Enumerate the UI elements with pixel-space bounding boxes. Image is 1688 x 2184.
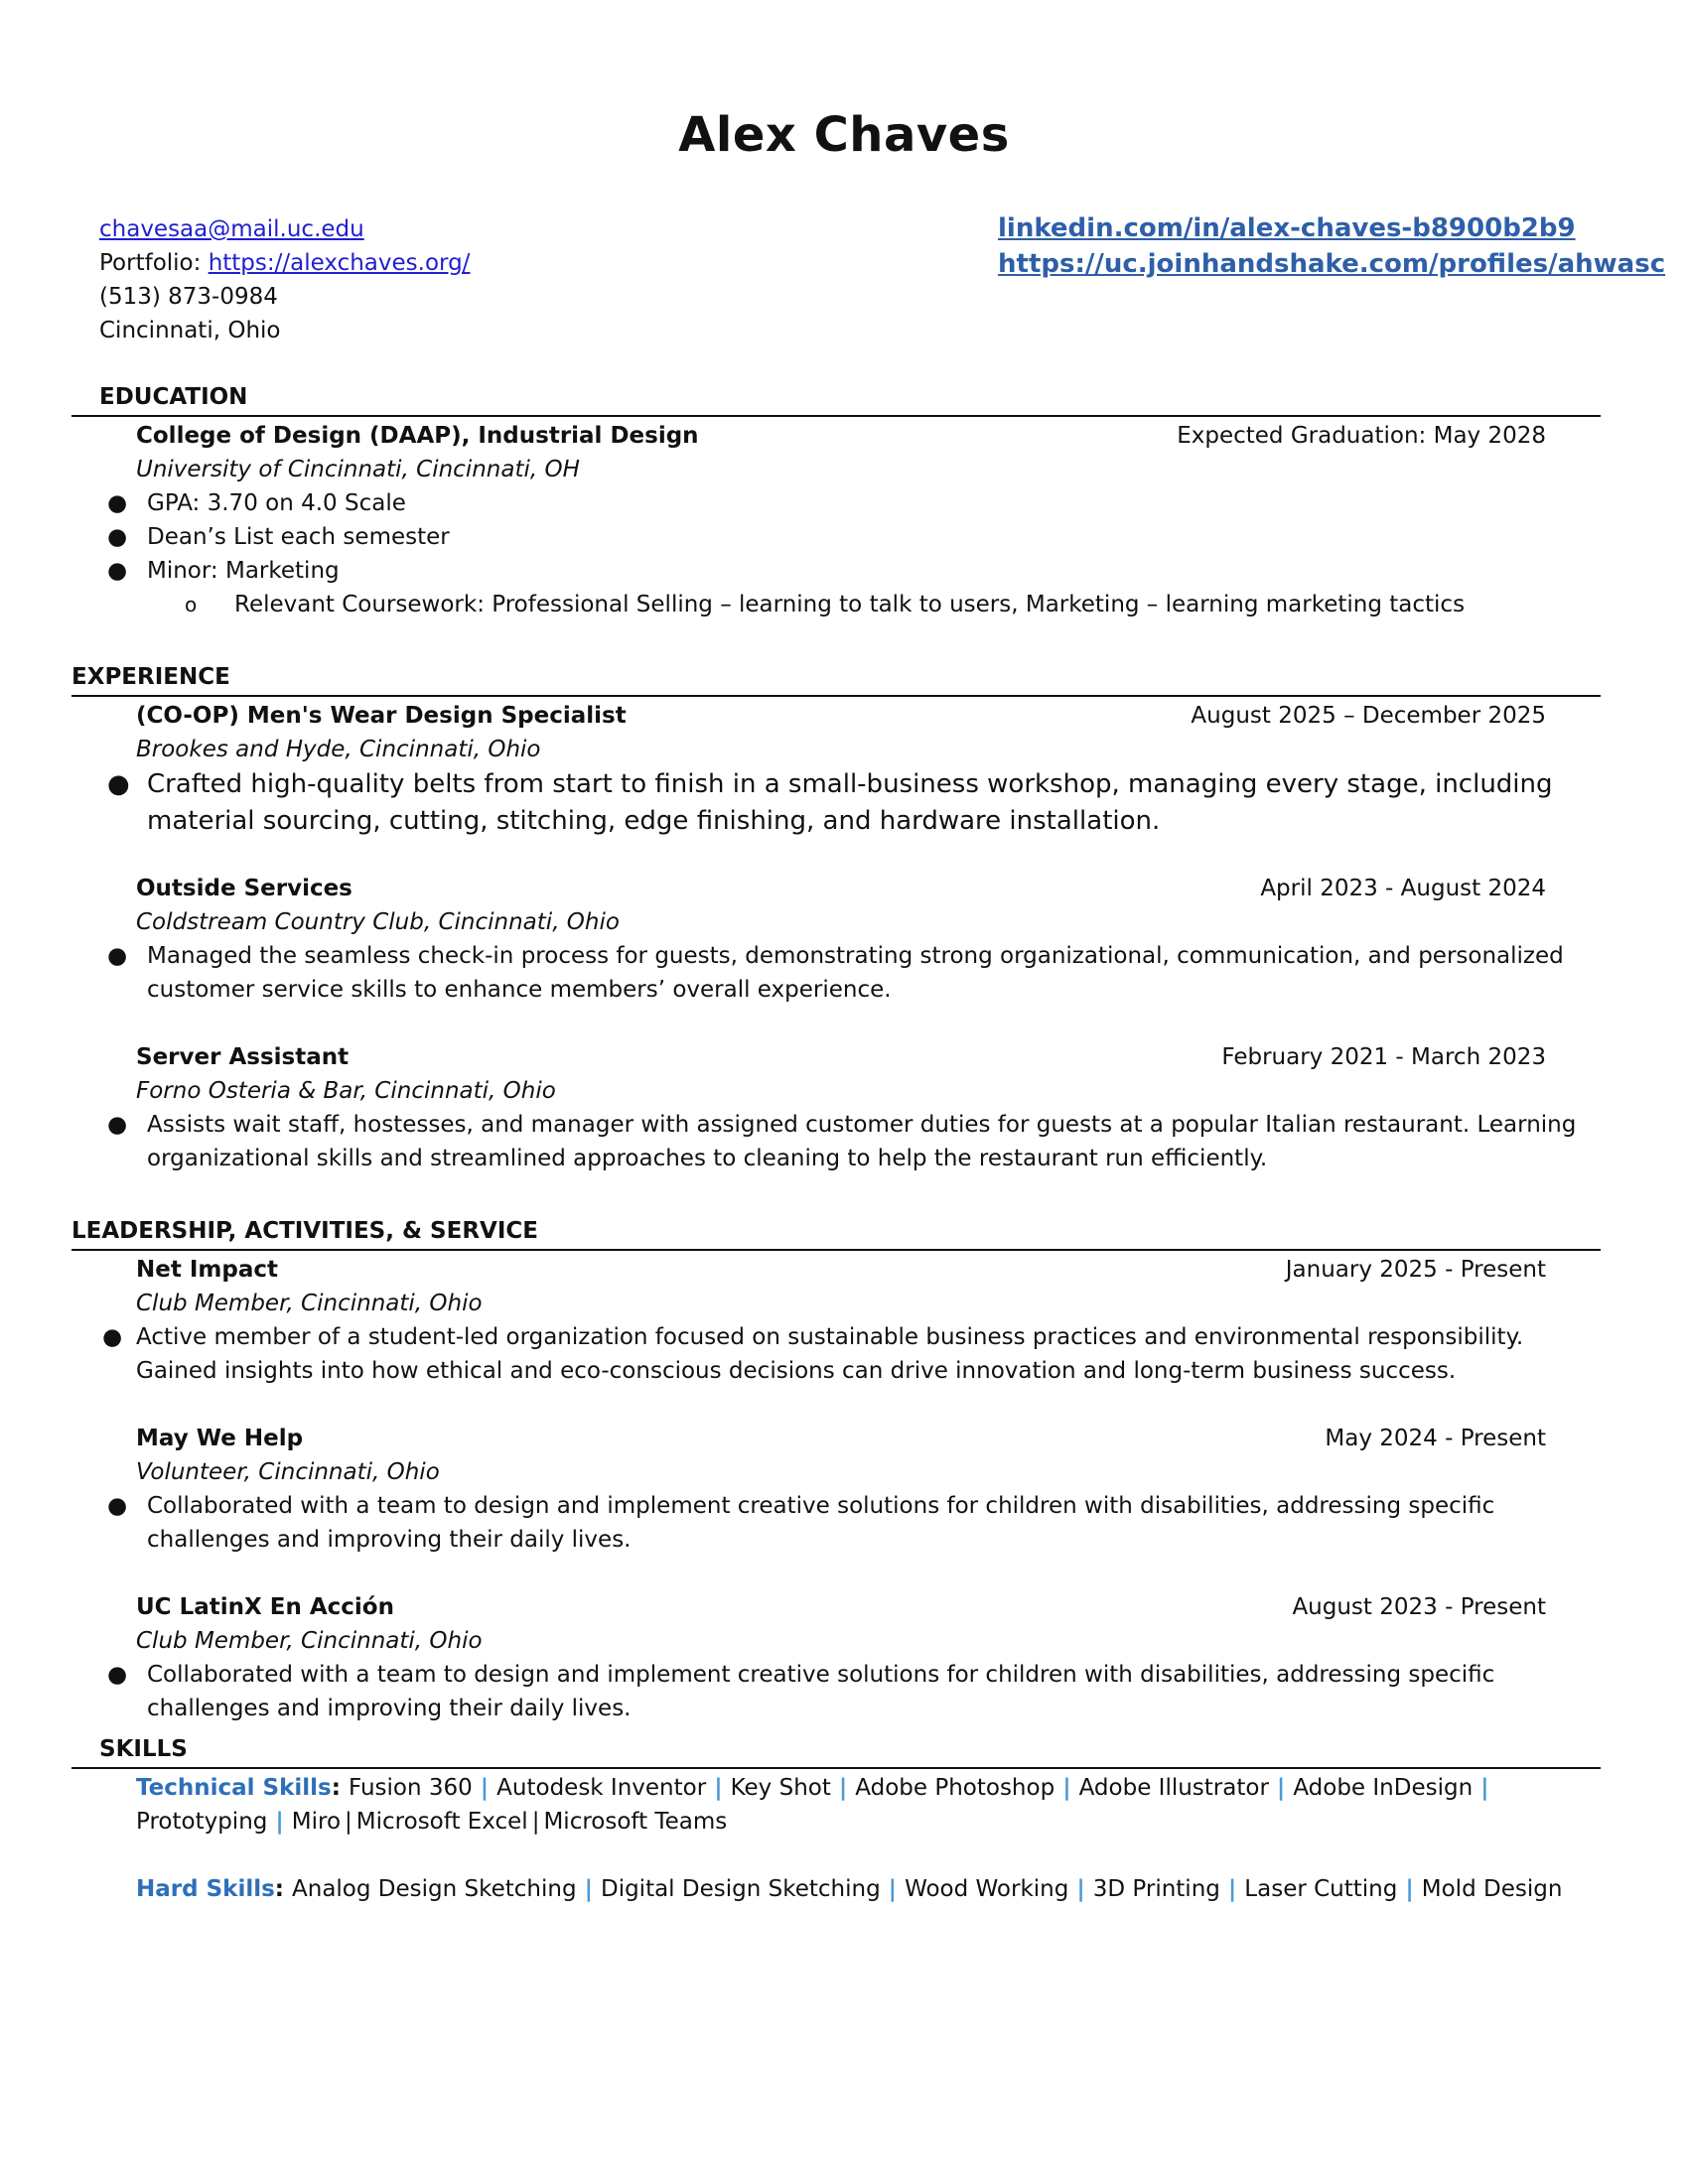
portfolio-link[interactable]: https://alexchaves.org/ (208, 250, 471, 276)
entry-subtitle: Forno Osteria & Bar, Cincinnati, Ohio (136, 1078, 556, 1104)
education-entry (71, 419, 1546, 486)
list-item: ● Dean’s List each semester (107, 524, 450, 550)
list-item: ● Minor: Marketing (107, 558, 340, 584)
hard-skills-label: Hard Skills (136, 1876, 275, 1902)
skills-heading: SKILLS (71, 1735, 1601, 1769)
entry-subtitle: Club Member, Cincinnati, Ohio (136, 1291, 483, 1316)
experience-entry (71, 872, 1546, 939)
list-item: ● GPA: 3.70 on 4.0 Scale (107, 490, 406, 516)
entry-title: Net Impact (136, 1257, 278, 1283)
entry-bullets (71, 1489, 1601, 1557)
entry-date: April 2023 - August 2024 (1260, 876, 1546, 901)
experience-entry (71, 699, 1546, 766)
contact-left (99, 212, 470, 347)
list-item: ● Assists wait staff, hostesses, and manager with assigned customer duties for guests at a popular Italian restaurant. Learning organizational skills and streamlined approaches to cleaning to help the restaurant run efficiently. (107, 1112, 1577, 1171)
skills-section (71, 1735, 1601, 1906)
experience-entry (71, 1040, 1546, 1108)
entry-bullets (71, 1320, 1601, 1388)
list-item: ● Collaborated with a team to design and implement creative solutions for children with disabilities, addressing specific challenges and improving their daily lives. (107, 1662, 1495, 1721)
list-item: ● Managed the seamless check-in process for guests, demonstrating strong organizational, communication, and personalized customer service skills to enhance members’ overall experience. (107, 943, 1564, 1003)
entry-bullets (71, 1108, 1601, 1175)
entry-subtitle: Volunteer, Cincinnati, Ohio (136, 1459, 440, 1485)
hard-skills: Hard Skills: Analog Design Sketching | Digital Design Sketching | Wood Working | 3D Printing | Laser Cutting | Mold Design (136, 1876, 1563, 1902)
leadership-heading: LEADERSHIP, ACTIVITIES, & SERVICE (71, 1217, 1601, 1251)
location: Cincinnati, Ohio (99, 318, 281, 343)
experience-section (71, 663, 1601, 1175)
entry-title: UC LatinX En Acción (136, 1594, 394, 1620)
contact-right (998, 210, 1665, 282)
handshake-link[interactable]: https://uc.joinhandshake.com/profiles/ahwasc (998, 249, 1666, 279)
leadership-entry (71, 1422, 1546, 1489)
entry-title: Outside Services (136, 876, 352, 901)
phone: (513) 873-0984 (99, 284, 278, 310)
leadership-section (71, 1217, 1601, 1725)
entry-title: Server Assistant (136, 1044, 350, 1070)
entry-bullets (71, 1658, 1601, 1725)
entry-subtitle: Brookes and Hyde, Cincinnati, Ohio (136, 737, 541, 762)
education-subtitle: University of Cincinnati, Cincinnati, OH (136, 457, 580, 482)
entry-bullets (71, 766, 1601, 840)
education-heading: EDUCATION (71, 383, 1601, 417)
education-section (71, 383, 1601, 621)
portfolio-label: Portfolio: (99, 250, 209, 276)
list-item: ● Collaborated with a team to design and implement creative solutions for children with disabilities, addressing specific challenges and improving their daily lives. (107, 1493, 1495, 1553)
entry-date: August 2025 – December 2025 (1191, 703, 1546, 729)
portfolio-line (99, 246, 470, 280)
technical-skills: Technical Skills: Fusion 360 | Autodesk Inventor | Key Shot | Adobe Photoshop | Adobe Illustrator | Adobe InDesign | Prototyping | Miro | Microsoft Excel | Microsoft Teams (136, 1775, 1489, 1835)
entry-date: August 2023 - Present (1292, 1594, 1546, 1620)
entry-date: May 2024 - Present (1325, 1426, 1546, 1451)
technical-skills-label: Technical Skills (136, 1775, 332, 1801)
education-bullets (71, 486, 1601, 588)
email-link[interactable]: chavesaa@mail.uc.edu (99, 216, 364, 242)
entry-date: January 2025 - Present (1285, 1257, 1546, 1283)
entry-bullets (71, 939, 1601, 1007)
candidate-name: Alex Chaves (678, 107, 1010, 163)
coursework-sub-bullet: o Relevant Coursework: Professional Selling – learning to talk to users, Marketing – learning marketing tactics (185, 592, 1466, 617)
linkedin-link[interactable]: linkedin.com/in/alex-chaves-b8900b2b9 (998, 213, 1576, 243)
leadership-entry (71, 1590, 1546, 1658)
list-item: ● Active member of a student-led organization focused on sustainable business practices and environmental responsibility. Gained insights into how ethical and eco-conscious decisions can drive innovation and long-term business success. (102, 1324, 1524, 1384)
entry-date: February 2021 - March 2023 (1221, 1044, 1546, 1070)
list-item: ● Crafted high-quality belts from start to finish in a small-business workshop, managing every stage, including material sourcing, cutting, stitching, edge finishing, and hardware installation. (107, 769, 1553, 836)
entry-title: May We Help (136, 1426, 304, 1451)
education-title: College of Design (DAAP), Industrial Design (136, 423, 699, 449)
entry-subtitle: Club Member, Cincinnati, Ohio (136, 1628, 483, 1654)
experience-heading: EXPERIENCE (71, 663, 1601, 697)
leadership-entry (71, 1253, 1546, 1320)
entry-subtitle: Coldstream Country Club, Cincinnati, Ohio (136, 909, 620, 935)
entry-title: (CO-OP) Men's Wear Design Specialist (136, 703, 627, 729)
education-date: Expected Graduation: May 2028 (1177, 423, 1546, 449)
